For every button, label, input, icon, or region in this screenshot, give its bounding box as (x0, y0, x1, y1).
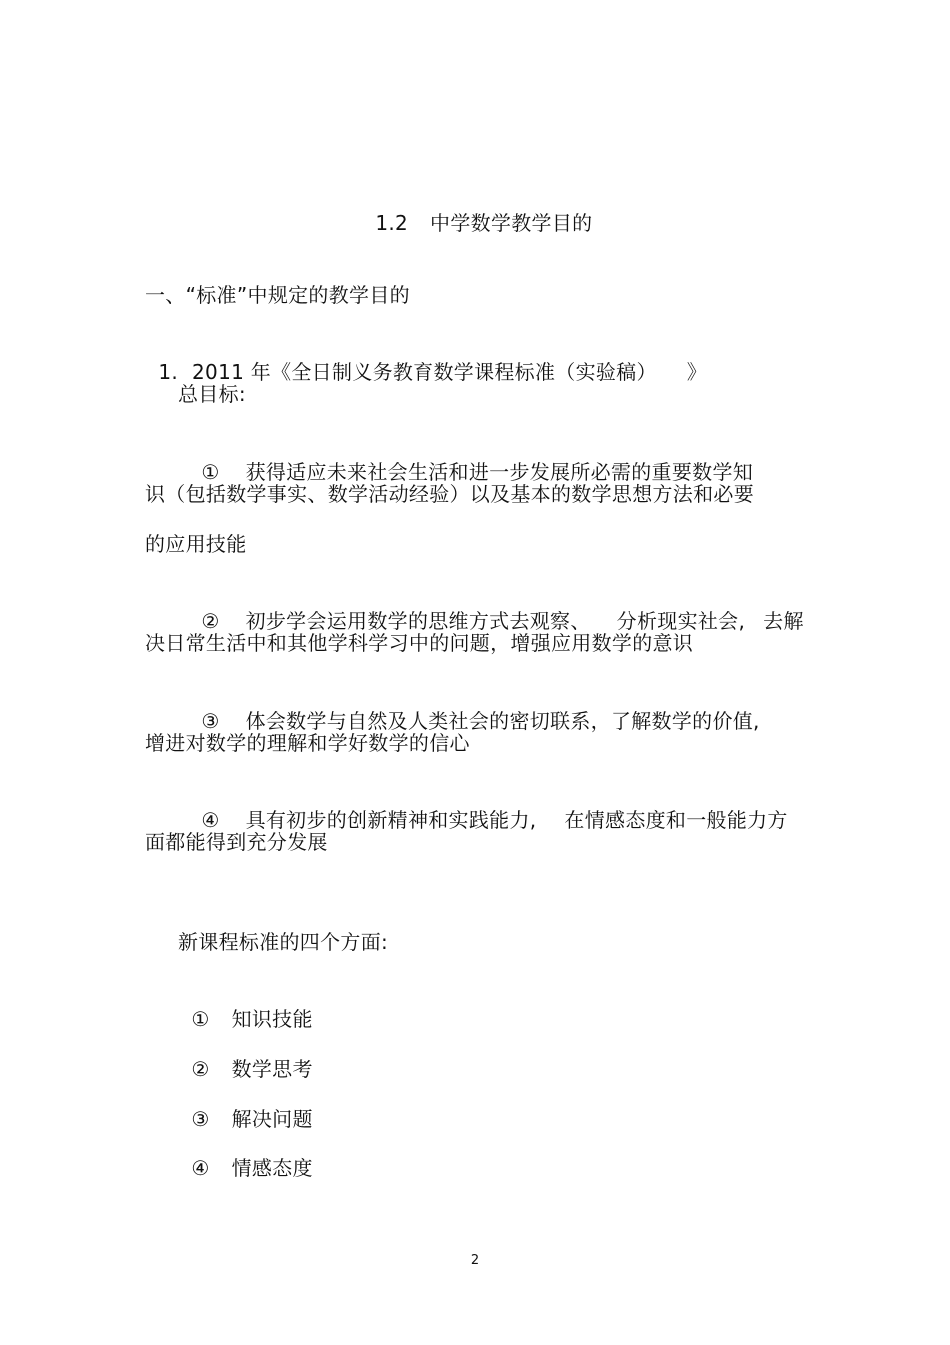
goal-4-continuation: 面都能得到充分发展 (145, 830, 328, 854)
aspect-text: 情感态度 (231, 1156, 313, 1180)
item-text: 2011 年《全日制义务教育数学课程标准（实验稿） (192, 360, 657, 384)
aspect-marker: ① (191, 1007, 210, 1031)
section-number: 1.2 (375, 211, 409, 235)
section-heading (362, 181, 592, 237)
item-number: 1. (158, 360, 179, 384)
goal-text-part-1: 初步学会运用数学的思维方式去观察、 (245, 609, 591, 633)
goal-4-first-line (188, 778, 788, 834)
aspect-item-3 (178, 1077, 313, 1133)
goal-marker: ② (201, 609, 220, 633)
goal-2-first-line (188, 579, 804, 635)
standard-item (145, 330, 707, 386)
aspect-marker: ② (191, 1057, 210, 1081)
goal-marker: ③ (201, 709, 220, 733)
aspect-text: 数学思考 (231, 1057, 313, 1081)
goal-1-continuation-2: 的应用技能 (145, 532, 247, 556)
goal-text-part-2: 在情感态度和一般能力方 (564, 808, 788, 832)
aspect-marker: ③ (191, 1107, 210, 1131)
overall-goal-label: 总目标: (178, 382, 246, 406)
goal-text-part-2: 分析现实社会, (616, 609, 746, 633)
aspect-item-1 (178, 977, 313, 1033)
goal-text-part-3: 去解 (763, 609, 804, 633)
page-number: 2 (470, 1253, 480, 1268)
goal-1-first-line (188, 430, 753, 486)
aspect-text: 知识技能 (231, 1007, 313, 1031)
goal-marker: ① (201, 460, 220, 484)
aspect-marker: ④ (191, 1156, 210, 1180)
aspect-item-4 (178, 1126, 313, 1182)
item-closing: 》 (686, 360, 708, 384)
goal-2-continuation: 决日常生活中和其他学科学习中的问题，增强应用数学的意识 (145, 631, 694, 655)
subsection-title: 一、“标准”中规定的教学目的 (145, 283, 410, 307)
aspect-item-2 (178, 1027, 313, 1083)
section-title: 中学数学教学目的 (430, 211, 593, 235)
goal-text-part-1: 具有初步的创新精神和实践能力, (245, 808, 537, 832)
aspects-label: 新课程标准的四个方面: (178, 930, 389, 954)
goal-1-continuation-1: 识（包括数学事实、数学活动经验）以及基本的数学思想方法和必要 (145, 482, 754, 506)
goal-text: 获得适应未来社会生活和进一步发展所必需的重要数学知 (245, 460, 754, 484)
goal-text: 体会数学与自然及人类社会的密切联系，了解数学的价值, (245, 709, 760, 733)
goal-marker: ④ (201, 808, 220, 832)
goal-3-continuation: 增进对数学的理解和学好数学的信心 (145, 731, 470, 755)
aspect-text: 解决问题 (231, 1107, 313, 1131)
goal-3-first-line (188, 679, 760, 735)
